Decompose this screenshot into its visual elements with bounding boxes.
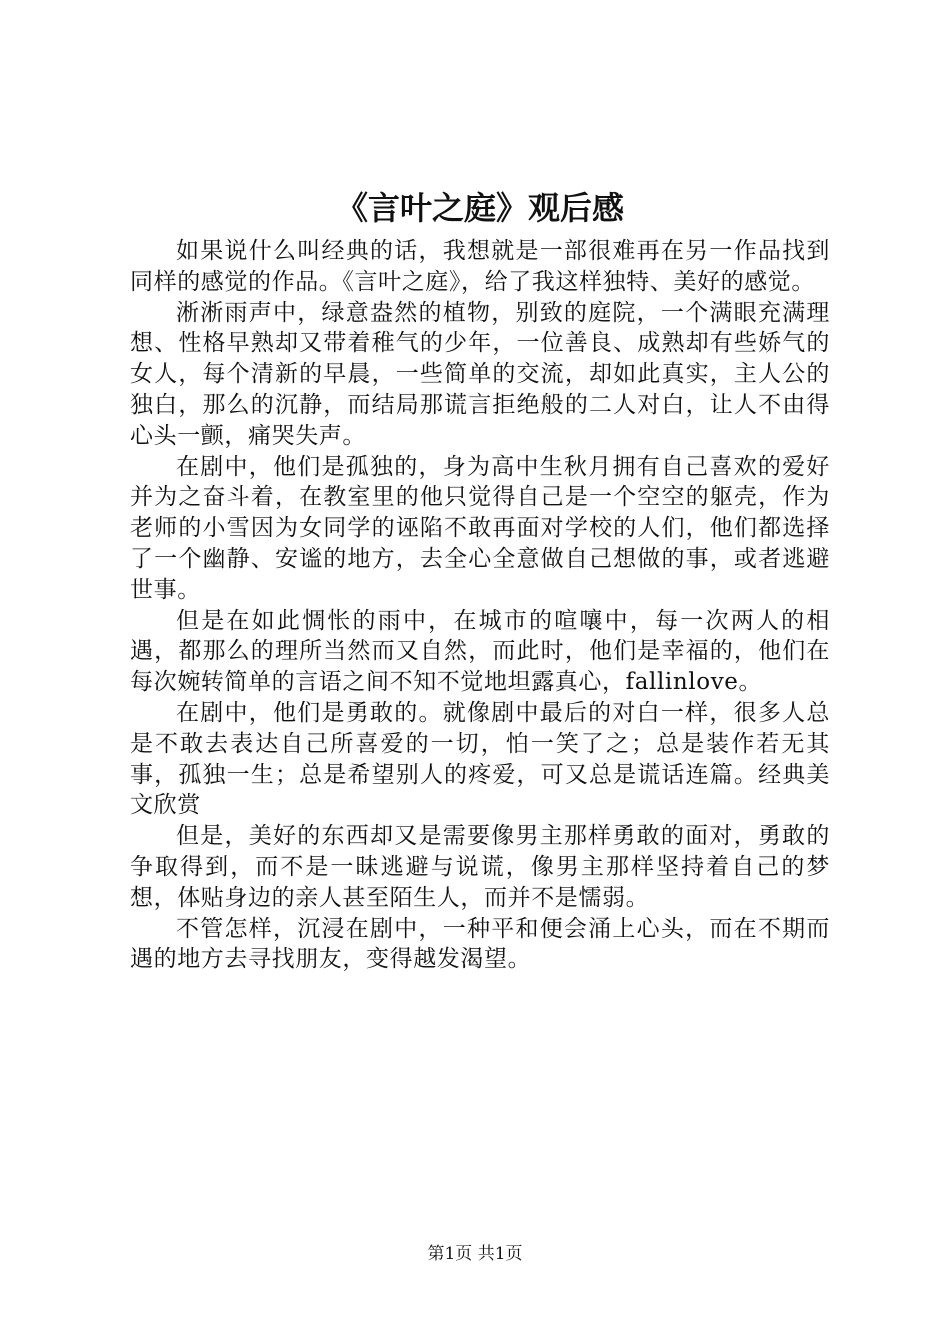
page-number-footer: 第1页 共1页: [427, 1244, 523, 1264]
paragraph-7: 不管怎样，沉浸在剧中，一种平和便会涌上心头，而在不期而遇的地方去寻找朋友，变得越发渴望。: [130, 915, 830, 973]
document-title: 《言叶之庭》观后感: [335, 189, 624, 227]
paragraph-6: 但是，美好的东西却又是需要像男主那样勇敢的面对，勇敢的争取得到，而不是一昧逃避与说谎，像男主那样坚持着自己的梦想，体贴身边的亲人甚至陌生人，而并不是懦弱。: [130, 823, 830, 911]
paragraph-1: 如果说什么叫经典的话，我想就是一部很难再在另一作品找到同样的感觉的作品。《言叶之庭》，给了我这样独特、美好的感觉。: [130, 238, 830, 295]
paragraph-3: 在剧中，他们是孤独的，身为高中生秋月拥有自己喜欢的爱好并为之奋斗着，在教室里的他只觉得自己是一个空空的躯壳，作为老师的小雪因为女同学的诬陷不敢再面对学校的人们，他们都选择了一个幽静、安谧的地方，去全心全意做自己想做的事，或者逃避世事。: [130, 453, 830, 603]
paragraph-2: 淅淅雨声中，绿意盎然的植物，别致的庭院，一个满眼充满理想、性格早熟却又带着稚气的少年，一位善良、成熟却有些娇气的女人，每个清新的早晨，一些简单的交流，却如此真实，主人公的独白，那么的沉静，而结局那谎言拒绝般的二人对白，让人不由得心头一颤，痛哭失声。: [130, 299, 830, 449]
paragraph-4: 但是在如此惆怅的雨中，在城市的喧嚷中，每一次两人的相遇，都那么的理所当然而又自然，而此时，他们是幸福的，他们在每次婉转简单的言语之间不知不觉地坦露真心，fallinlove。: [130, 607, 830, 696]
paragraph-5: 在剧中，他们是勇敢的。就像剧中最后的对白一样，很多人总是不敢去表达自己所喜爱的一切，怕一笑了之；总是装作若无其事，孤独一生；总是希望别人的疼爱，可又总是谎话连篇。经典美文欣赏: [130, 699, 830, 819]
document-body: [130, 236, 830, 975]
